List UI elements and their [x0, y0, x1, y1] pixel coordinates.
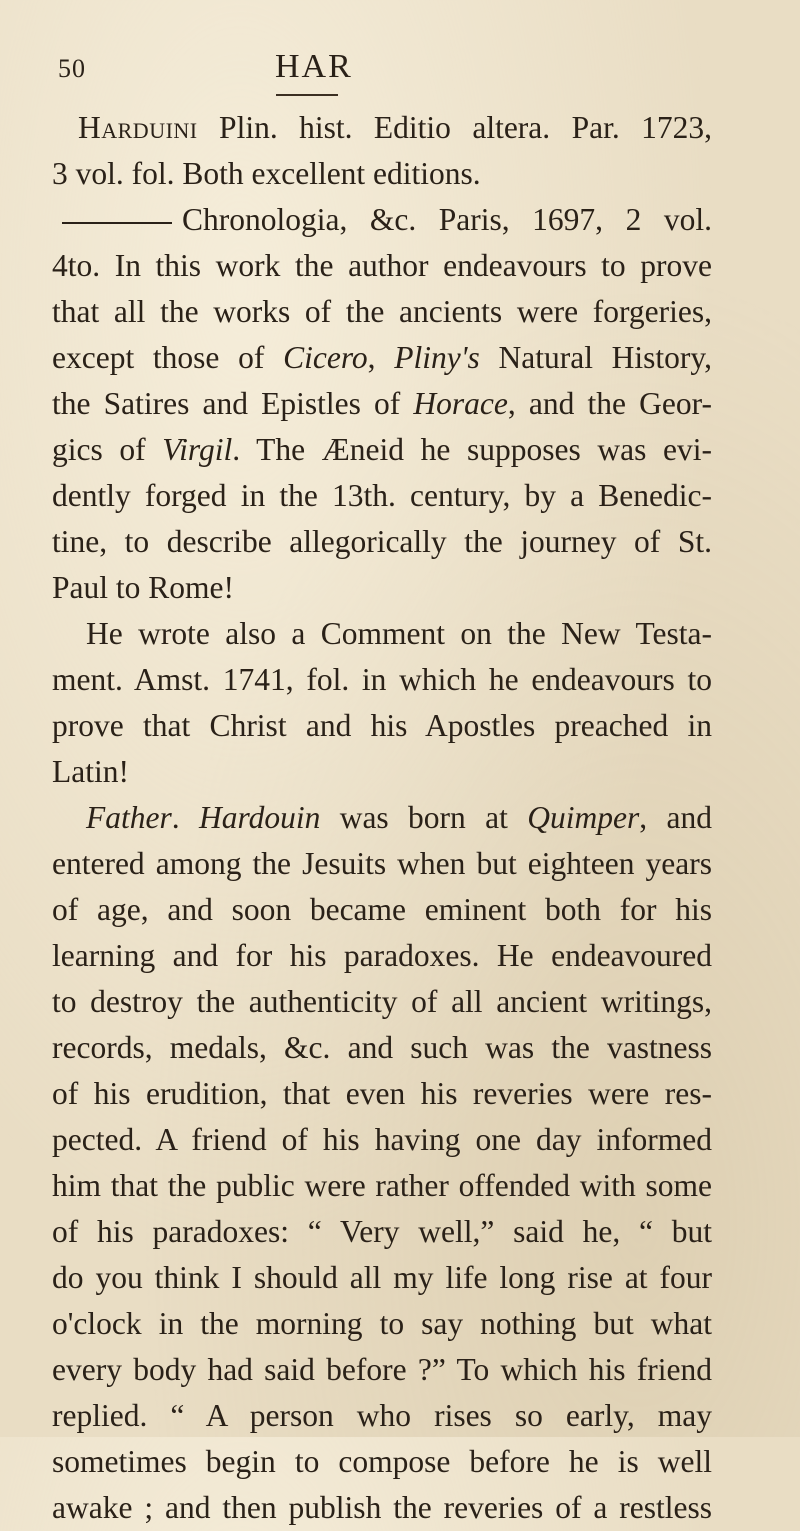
paragraph-comment	[52, 611, 712, 795]
text-line: pected. A friend of his having one day informed	[52, 1122, 712, 1157]
text-line: replied. “ A person who rises so early, may	[52, 1398, 712, 1433]
text-line: entered among the Jesuits when but eighteen years	[52, 846, 712, 881]
text-line: of his paradoxes: “ Very well,” said he, “ but	[52, 1214, 712, 1249]
italic-name: Cicero	[283, 340, 368, 375]
text-line: 3 vol. fol. Both excellent editions.	[52, 156, 481, 191]
text-line: ment. Amst. 1741, fol. in which he endeavours to	[52, 662, 712, 697]
running-head-rule	[276, 94, 338, 96]
text-line: Chronologia, &c. Paris, 1697, 2 vol.	[52, 197, 712, 243]
text-line: that all the works of the ancients were forgeries,	[52, 294, 712, 329]
page-number: 50	[58, 54, 86, 83]
text-line: Paul to Rome!	[52, 570, 234, 605]
text-line: awake ; and then publish the reveries of a restless	[52, 1490, 712, 1525]
text-line: records, medals, &c. and such was the vastness	[52, 1030, 712, 1065]
italic-name: Father	[86, 800, 172, 835]
text-line: o'clock in the morning to say nothing but what	[52, 1306, 712, 1341]
text-line: to destroy the authenticity of all ancient writings,	[52, 984, 712, 1019]
text-line: dently forged in the 13th. century, by a Benedic-	[52, 478, 712, 513]
text-line: every body had said before ?” To which his friend	[52, 1352, 712, 1387]
entry-name: Harduini	[78, 110, 198, 145]
text-line: of age, and soon became eminent both for his	[52, 892, 712, 927]
text-line: learning and for his paradoxes. He endeavoured	[52, 938, 712, 973]
text-line: tine, to describe allegorically the journey of St.	[52, 524, 712, 559]
body-text	[52, 105, 712, 1531]
text-line: Latin!	[52, 754, 129, 789]
text-line: He wrote also a Comment on the New Testa-	[86, 616, 712, 651]
italic-name: Horace	[413, 386, 508, 421]
text-line: sometimes begin to compose before he is well	[52, 1444, 712, 1479]
text-line: him that the public were rather offended with some	[52, 1168, 712, 1203]
italic-name: Virgil	[162, 432, 233, 467]
paragraph-editions	[52, 105, 712, 611]
text-line: Harduini Plin. hist. Editio altera. Par. 1723,	[78, 110, 712, 145]
italic-name: Hardouin	[198, 800, 321, 835]
text-line: prove that Christ and his Apostles preached in	[52, 708, 712, 743]
text-line: the Satires and Epistles of Horace, and the Geor-	[52, 386, 712, 421]
text-line: of his erudition, that even his reveries were res-	[52, 1076, 712, 1111]
running-head	[50, 44, 690, 84]
paragraph-biography	[52, 795, 712, 1531]
text-line: gics of Virgil. The Æneid he supposes was evi-	[52, 432, 713, 467]
ditto-dash	[62, 222, 172, 224]
running-head-word: HAR	[275, 48, 353, 85]
text-line: 4to. In this work the author endeavours to prove	[52, 248, 712, 283]
text-line: except those of Cicero, Pliny's Natural History,	[52, 340, 712, 375]
text-line: do you think I should all my life long rise at four	[52, 1260, 712, 1295]
text-line: Father. Hardouin was born at Quimper, and	[86, 800, 713, 835]
italic-name: Quimper	[527, 800, 640, 835]
italic-name: Pliny's	[394, 340, 480, 375]
